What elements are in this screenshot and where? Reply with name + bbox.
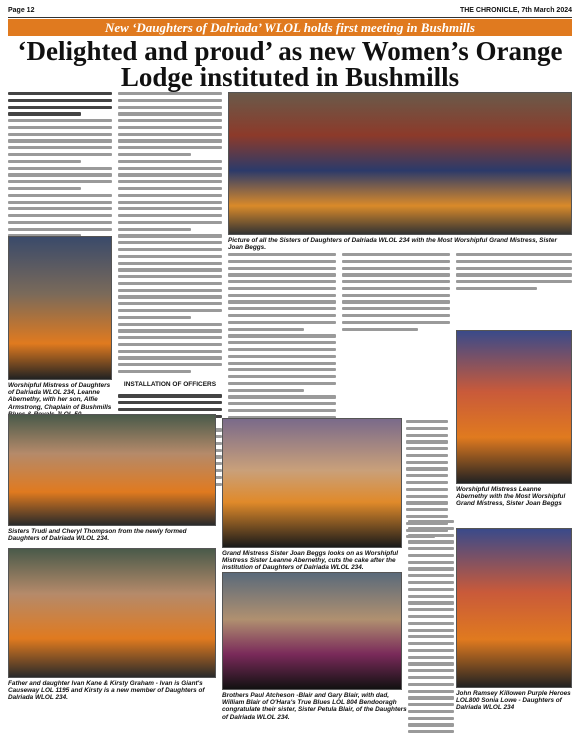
caption-all-sisters: Picture of all the Sisters of Daughters of Dalriada WLOL 234 with the Most Worshipful Grand Mistress, Sister Joan Beggs. [228, 237, 557, 252]
photo-father-daughter [8, 548, 216, 678]
photo-cake-cutting [222, 418, 402, 548]
photo-blair-family [222, 572, 402, 690]
page-number: Page 12 [8, 6, 35, 14]
caption-father-daughter: Father and daughter Ivan Kane & Kirsty Graham - Ivan is Giant's Causeway LOL 1195 and Kirsty is a new member of Daughters of Dalriada WLOL 234. [8, 680, 205, 702]
article-col-3 [228, 253, 336, 439]
article-col-5 [456, 253, 572, 290]
caption-cake-cutting: Grand Mistress Sister Joan Beggs looks on as Worshipful Mistress Sister Leanne Abernethy, cuts the cake after the institution of Daughters of Dalriada WLOL 234. [222, 550, 399, 572]
photo-john-sonia [456, 528, 572, 688]
paper-date: THE CHRONICLE, 7th March 2024 [459, 6, 572, 14]
subhead-officers: INSTALLATION OF OFFICERS [123, 380, 217, 388]
masthead-rule [8, 17, 572, 18]
kicker-banner: New ‘Daughters of Dalriada’ WLOL holds first meeting in Bushmills [8, 19, 572, 36]
photo-all-sisters [228, 92, 572, 235]
photo-sisters-thompson [8, 414, 216, 526]
caption-blair-family: Brothers Paul Atcheson -Blair and Gary Blair, with dad, William Blair of O'Hara's True Blues LOL 804 Bendooragh congratulate their sister, Sister Petula Blair, of the Daughters of Dalriada WLOL 234. [222, 692, 407, 721]
photo-leanne-joan [456, 330, 572, 484]
masthead [8, 4, 572, 16]
headline: ‘Delighted and proud’ as new Women’s Orange Lodge instituted in Bushmills [17, 36, 563, 92]
article-col-7 [408, 520, 454, 737]
caption-leanne-alfie: Worshipful Mistress of Daughters of Dalriada WLOL 234, Leanne Abernethy, with her son, Alfie Armstrong, Chaplain of Bushmills [8, 382, 112, 411]
caption-leanne-joan: Worshipful Mistress Leanne Abernethy with the Most Worshipful Grand Mistress, Sister Joan Beggs [456, 486, 566, 508]
caption-john-sonia: John Ramsey Killowen Purple Heroes LOL800 Sonia Lowe - Daughters of Dalriada WLOL 234 [456, 690, 571, 712]
photo-leanne-alfie [8, 236, 112, 380]
article-col-4 [342, 253, 450, 331]
caption-sisters-thompson: Sisters Trudi and Cheryl Thompson from the newly formed Daughters of Dalriada WLOL 234. [8, 528, 187, 543]
article-col-1 [8, 92, 112, 238]
